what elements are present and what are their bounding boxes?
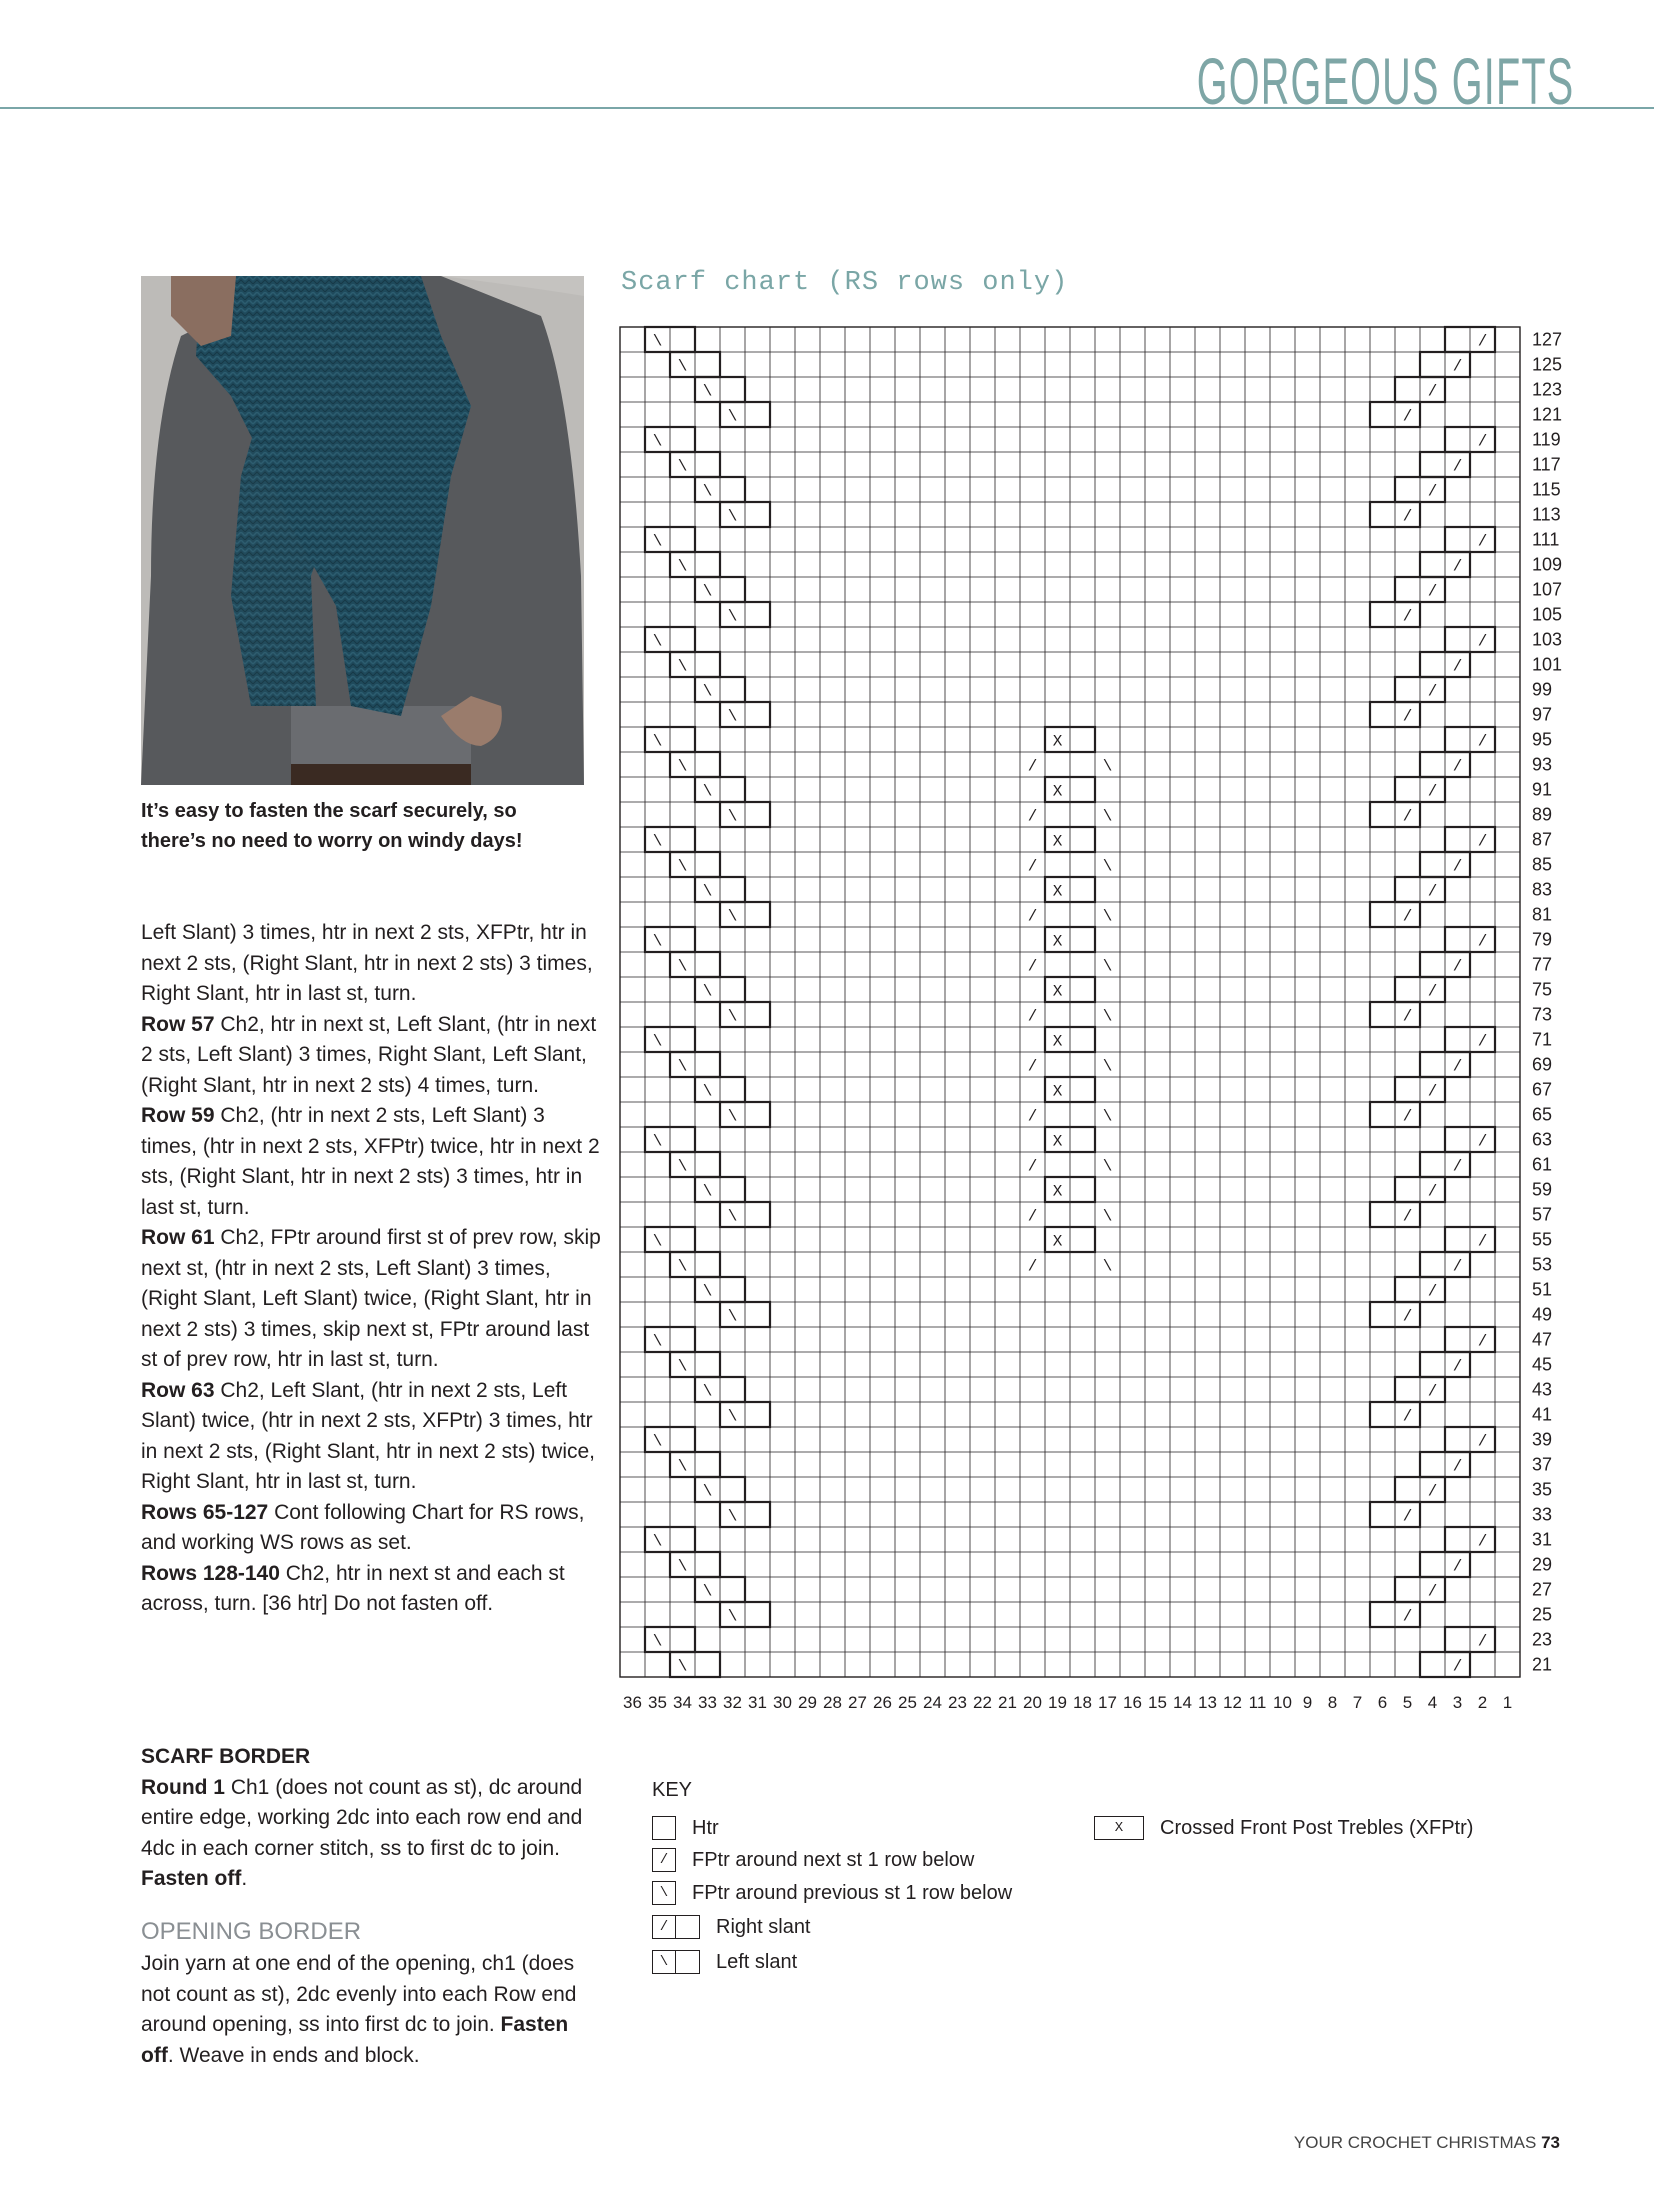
stitch-symbol: \ <box>677 1657 688 1676</box>
column-number-label: 10 <box>1273 1693 1292 1710</box>
row-number-label: 55 <box>1532 1229 1553 1250</box>
key-item-fptr-prev <box>652 1881 1012 1905</box>
stitch-symbol: / <box>1402 1007 1413 1026</box>
stitch-symbol: \ <box>677 1557 688 1576</box>
column-number-label: 36 <box>623 1693 642 1710</box>
row-number-label: 69 <box>1532 1054 1553 1075</box>
row-number-label: 91 <box>1532 779 1553 800</box>
stitch-symbol: \ <box>727 407 738 426</box>
stitch-symbol: \ <box>702 1182 713 1201</box>
stitch-symbol: \ <box>1102 807 1113 826</box>
stitch-symbol: \ <box>652 1032 663 1051</box>
stitch-symbol: X <box>1052 832 1063 851</box>
stitch-symbol: / <box>1402 1507 1413 1526</box>
stitch-symbol: / <box>1477 1332 1488 1351</box>
row-number-label: 59 <box>1532 1179 1553 1200</box>
row-text: Ch2, htr in next st, Left Slant, (htr in next 2 sts, Left Slant) 3 times, Right Slant, Left Slant, (Right Slant, htr in next 2 sts) 4 times, turn. <box>141 1012 597 1097</box>
column-number-label: 4 <box>1427 1693 1438 1710</box>
stitch-symbol: / <box>1477 832 1488 851</box>
key-text: Htr <box>692 1816 719 1839</box>
row-number-label: 57 <box>1532 1204 1553 1225</box>
stitch-symbol: \ <box>677 757 688 776</box>
stitch-symbol: / <box>1402 1207 1413 1226</box>
stitch-symbol: \ <box>727 707 738 726</box>
stitch-symbol: \ <box>702 882 713 901</box>
column-number-label: 21 <box>998 1693 1017 1710</box>
row-number-label: 25 <box>1532 1604 1553 1625</box>
page-footer <box>1294 2133 1560 2153</box>
column-number-label: 11 <box>1248 1693 1267 1710</box>
row-text: Ch2, htr in next st and each st across, turn. [36 htr] Do not fasten off. <box>141 1561 565 1615</box>
stitch-symbol: / <box>1452 357 1463 376</box>
row-number-label: 73 <box>1532 1004 1553 1025</box>
stitch-symbol: \ <box>727 1007 738 1026</box>
pattern-row <box>141 1223 601 1376</box>
stitch-symbol: / <box>1402 1107 1413 1126</box>
stitch-symbol: \ <box>702 1582 713 1601</box>
column-number-label: 32 <box>723 1693 742 1710</box>
stitch-symbol: \ <box>1102 1107 1113 1126</box>
stitch-symbol: / <box>1427 1482 1438 1501</box>
stitch-symbol: / <box>1027 757 1038 776</box>
row-number-label: 31 <box>1532 1529 1553 1550</box>
row-text: Ch2, Left Slant, (htr in next 2 sts, Left Slant) twice, (htr in next 2 sts, XFPtr) 3 times, htr in next 2 sts, (Right Slant, htr in next 2 sts) twice, Right Slant, htr in last st, turn. <box>141 1378 596 1493</box>
row-number-label: 77 <box>1532 954 1553 975</box>
stitch-symbol: \ <box>652 732 663 751</box>
column-number-label: 28 <box>823 1693 842 1710</box>
forward-slash-icon: / <box>652 1848 676 1872</box>
row-number-label: 63 <box>1532 1129 1553 1150</box>
stitch-symbol: \ <box>727 1107 738 1126</box>
key-text: Crossed Front Post Trebles (XFPtr) <box>1160 1816 1474 1839</box>
row-number-label: 99 <box>1532 679 1553 700</box>
stitch-symbol: / <box>1477 1432 1488 1451</box>
stitch-symbol: \ <box>652 532 663 551</box>
stitch-symbol: / <box>1452 1157 1463 1176</box>
column-number-label: 34 <box>673 1693 692 1710</box>
stitch-symbol: \ <box>727 1307 738 1326</box>
column-number-label: 29 <box>798 1693 817 1710</box>
row-number-label: 83 <box>1532 879 1553 900</box>
column-number-label: 14 <box>1173 1693 1192 1710</box>
stitch-symbol: / <box>1427 582 1438 601</box>
stitch-symbol: \ <box>727 1607 738 1626</box>
stitch-symbol: \ <box>652 1332 663 1351</box>
stitch-symbol: \ <box>727 807 738 826</box>
stitch-symbol: \ <box>1102 1257 1113 1276</box>
stitch-symbol: \ <box>652 1432 663 1451</box>
round-end: Fasten off <box>141 1867 242 1890</box>
column-number-label: 8 <box>1327 1693 1338 1710</box>
stitch-symbol: \ <box>727 1207 738 1226</box>
stitch-symbol: / <box>1477 732 1488 751</box>
row-number-label: 21 <box>1532 1654 1553 1675</box>
row-number-label: 41 <box>1532 1404 1553 1425</box>
key-item-fptr-next <box>652 1848 974 1872</box>
stitch-symbol: X <box>1052 982 1063 1001</box>
stitch-symbol: / <box>1427 1582 1438 1601</box>
stitch-symbol: / <box>1477 1532 1488 1551</box>
slant-pair-cell-icon <box>676 1915 700 1939</box>
stitch-symbol: / <box>1477 632 1488 651</box>
pattern-row <box>141 1101 601 1223</box>
row-number-label: 75 <box>1532 979 1553 1000</box>
column-number-label: 24 <box>923 1693 942 1710</box>
row-number-label: 109 <box>1532 554 1563 575</box>
column-number-label: 6 <box>1377 1693 1388 1710</box>
stitch-symbol: \ <box>702 582 713 601</box>
stitch-symbol: / <box>1452 757 1463 776</box>
stitch-symbol: / <box>1452 1657 1463 1676</box>
column-number-label: 27 <box>848 1693 867 1710</box>
stitch-symbol: \ <box>1102 907 1113 926</box>
stitch-symbol: \ <box>1102 1057 1113 1076</box>
stitch-symbol: \ <box>652 1632 663 1651</box>
stitch-symbol: / <box>1027 1107 1038 1126</box>
stitch-symbol: \ <box>677 557 688 576</box>
row-number-label: 61 <box>1532 1154 1553 1175</box>
row-number-label: 105 <box>1532 604 1563 625</box>
stitch-symbol: \ <box>652 332 663 351</box>
stitch-symbol: \ <box>677 1257 688 1276</box>
row-number-label: 113 <box>1532 504 1561 525</box>
stitch-symbol: / <box>1027 1157 1038 1176</box>
stitch-symbol: / <box>1027 957 1038 976</box>
stitch-symbol: / <box>1402 907 1413 926</box>
column-number-label: 9 <box>1302 1693 1313 1710</box>
stitch-symbol: / <box>1427 482 1438 501</box>
pattern-instructions <box>141 918 601 1620</box>
key-text: FPtr around previous st 1 row below <box>692 1881 1013 1904</box>
stitch-symbol: / <box>1402 607 1413 626</box>
border-instructions <box>141 1742 601 2071</box>
stitch-symbol: \ <box>652 1232 663 1251</box>
scarf-chart <box>600 310 1654 1710</box>
stitch-symbol: / <box>1452 657 1463 676</box>
pattern-intro: Left Slant) 3 times, htr in next 2 sts, XFPtr, htr in next 2 sts, (Right Slant, htr in next 2 sts) 3 times, Right Slant, htr in last st, turn. <box>141 921 593 1005</box>
row-number-label: 39 <box>1532 1429 1553 1450</box>
column-number-label: 22 <box>973 1693 992 1710</box>
stitch-symbol: / <box>1477 1032 1488 1051</box>
row-number-label: 125 <box>1532 354 1563 375</box>
stitch-symbol: / <box>1452 857 1463 876</box>
stitch-symbol: \ <box>677 657 688 676</box>
stitch-symbol: / <box>1027 1257 1038 1276</box>
column-number-label: 18 <box>1073 1693 1092 1710</box>
row-number-label: 79 <box>1532 929 1553 950</box>
stitch-symbol: / <box>1427 782 1438 801</box>
row-number-label: 95 <box>1532 729 1553 750</box>
row-number-label: 53 <box>1532 1254 1553 1275</box>
stitch-symbol: \ <box>677 1357 688 1376</box>
stitch-symbol: / <box>1477 332 1488 351</box>
row-number-label: 89 <box>1532 804 1553 825</box>
stitch-symbol: / <box>1402 807 1413 826</box>
slant-pair-cell-icon <box>676 1950 700 1974</box>
stitch-symbol: / <box>1452 557 1463 576</box>
stitch-symbol: / <box>1452 1257 1463 1276</box>
stitch-symbol: \ <box>652 932 663 951</box>
stitch-symbol: \ <box>1102 857 1113 876</box>
stitch-symbol: / <box>1452 957 1463 976</box>
column-number-label: 16 <box>1123 1693 1142 1710</box>
row-number-label: 65 <box>1532 1104 1553 1125</box>
row-label: Row 57 <box>141 1012 215 1036</box>
key-item-xfptr <box>1094 1816 1473 1840</box>
row-label: Rows 128-140 <box>141 1561 280 1585</box>
row-number-label: 29 <box>1532 1554 1553 1575</box>
column-number-label: 7 <box>1352 1693 1363 1710</box>
stitch-symbol: \ <box>727 1507 738 1526</box>
stitch-symbol: / <box>1402 407 1413 426</box>
stitch-symbol: \ <box>677 357 688 376</box>
row-number-label: 23 <box>1532 1629 1553 1650</box>
stitch-symbol: \ <box>1102 757 1113 776</box>
row-number-label: 43 <box>1532 1379 1553 1400</box>
row-number-label: 93 <box>1532 754 1553 775</box>
round-tail: . <box>241 1867 248 1890</box>
stitch-symbol: / <box>1477 532 1488 551</box>
round-text: Ch1 (does not count as st), dc around entire edge, working 2dc into each row end and 4dc in each corner stitch, ss to first dc to join. <box>141 1775 583 1860</box>
opening-end: Fasten off <box>141 2013 569 2067</box>
column-number-label: 30 <box>773 1693 792 1710</box>
left-slant-icon: \ <box>652 1950 676 1974</box>
column-number-label: 12 <box>1223 1693 1242 1710</box>
column-number-label: 19 <box>1048 1693 1067 1710</box>
row-number-label: 33 <box>1532 1504 1553 1525</box>
cross-icon: X <box>1094 1816 1144 1840</box>
pattern-row <box>141 1376 601 1498</box>
stitch-symbol: \ <box>1102 1157 1113 1176</box>
stitch-symbol: \ <box>677 1057 688 1076</box>
row-text: Cont following Chart for RS rows, and working WS rows as set. <box>141 1500 585 1554</box>
stitch-symbol: / <box>1427 682 1438 701</box>
stitch-symbol: / <box>1452 457 1463 476</box>
stitch-symbol: \ <box>702 382 713 401</box>
row-number-label: 115 <box>1532 479 1561 500</box>
row-number-label: 27 <box>1532 1579 1553 1600</box>
row-number-label: 107 <box>1532 579 1563 600</box>
row-number-label: 85 <box>1532 854 1553 875</box>
column-number-label: 17 <box>1098 1693 1117 1710</box>
column-number-label: 35 <box>648 1693 667 1710</box>
stitch-symbol: X <box>1052 1032 1063 1051</box>
stitch-symbol: / <box>1402 1607 1413 1626</box>
column-number-label: 26 <box>873 1693 892 1710</box>
stitch-symbol: / <box>1427 882 1438 901</box>
column-number-label: 20 <box>1023 1693 1042 1710</box>
row-number-label: 49 <box>1532 1304 1553 1325</box>
row-number-label: 123 <box>1532 379 1563 400</box>
stitch-symbol: X <box>1052 732 1063 751</box>
stitch-symbol: \ <box>702 1282 713 1301</box>
stitch-symbol: \ <box>1102 957 1113 976</box>
stitch-symbol: X <box>1052 1182 1063 1201</box>
stitch-symbol: \ <box>702 782 713 801</box>
column-number-label: 25 <box>898 1693 917 1710</box>
stitch-symbol: \ <box>702 482 713 501</box>
stitch-symbol: / <box>1427 382 1438 401</box>
key-text: FPtr around next st 1 row below <box>692 1848 975 1871</box>
stitch-symbol: / <box>1027 907 1038 926</box>
stitch-symbol: X <box>1052 1232 1063 1251</box>
stitch-symbol: X <box>1052 782 1063 801</box>
scarf-photo <box>141 276 584 785</box>
page-number: 73 <box>1541 2133 1560 2152</box>
column-number-label: 31 <box>748 1693 767 1710</box>
empty-cell-icon <box>652 1816 676 1840</box>
row-text: Ch2, (htr in next 2 sts, Left Slant) 3 times, (htr in next 2 sts, XFPtr) twice, htr in next 2 sts, (Right Slant, htr in next 2 sts) 3 times, htr in last st, turn. <box>141 1104 600 1219</box>
row-number-label: 71 <box>1532 1029 1553 1050</box>
stitch-symbol: \ <box>727 607 738 626</box>
key-text: Left slant <box>716 1950 798 1973</box>
chart-title: Scarf chart (RS rows only) <box>621 268 1069 298</box>
key-item-left-slant <box>652 1950 797 1974</box>
row-number-label: 35 <box>1532 1479 1553 1500</box>
column-number-label: 33 <box>698 1693 717 1710</box>
stitch-symbol: / <box>1427 982 1438 1001</box>
row-number-label: 121 <box>1532 404 1563 425</box>
stitch-symbol: \ <box>702 1082 713 1101</box>
back-slash-icon: \ <box>652 1881 676 1905</box>
stitch-symbol: / <box>1477 932 1488 951</box>
row-label: Row 61 <box>141 1226 215 1249</box>
stitch-symbol: \ <box>1102 1207 1113 1226</box>
stitch-symbol: / <box>1402 1307 1413 1326</box>
column-number-label: 5 <box>1402 1693 1413 1710</box>
stitch-symbol: X <box>1052 1132 1063 1151</box>
stitch-symbol: / <box>1027 1007 1038 1026</box>
key-item-htr <box>652 1816 719 1840</box>
stitch-symbol: / <box>1027 1057 1038 1076</box>
column-number-label: 13 <box>1198 1693 1217 1710</box>
row-number-label: 111 <box>1532 529 1560 550</box>
stitch-symbol: / <box>1027 807 1038 826</box>
stitch-symbol: \ <box>727 1407 738 1426</box>
pattern-row <box>141 1559 601 1620</box>
opening-tail: . Weave in ends and block. <box>167 2043 420 2067</box>
stitch-symbol: X <box>1052 1082 1063 1101</box>
stitch-symbol: \ <box>677 857 688 876</box>
column-number-label: 3 <box>1452 1693 1463 1710</box>
row-number-label: 37 <box>1532 1454 1553 1475</box>
stitch-symbol: \ <box>677 1457 688 1476</box>
stitch-symbol: \ <box>727 507 738 526</box>
stitch-symbol: \ <box>652 1132 663 1151</box>
stitch-symbol: \ <box>727 907 738 926</box>
row-label: Row 59 <box>141 1104 215 1127</box>
row-number-label: 119 <box>1532 429 1561 450</box>
row-text: Ch2, FPtr around first st of prev row, skip next st, (htr in next 2 sts, Left Slant) 3 times, (Right Slant, Left Slant) twice, (Right Slant, htr in next 2 sts) 3 times, skip next st, FPtr around last st of prev row, htr in last st, turn. <box>141 1226 601 1371</box>
scarf-border-text <box>141 1773 601 1895</box>
stitch-symbol: X <box>1052 882 1063 901</box>
right-slant-icon: / <box>652 1915 676 1939</box>
scarf-border-heading: SCARF BORDER <box>141 1745 311 1768</box>
stitch-symbol: / <box>1027 857 1038 876</box>
stitch-symbol: \ <box>677 957 688 976</box>
stitch-symbol: / <box>1477 432 1488 451</box>
stitch-symbol: / <box>1477 1132 1488 1151</box>
pattern-row <box>141 1498 601 1559</box>
stitch-symbol: / <box>1427 1182 1438 1201</box>
photo-caption: It’s easy to fasten the scarf securely, so there’s no need to worry on windy days! <box>141 800 523 852</box>
stitch-symbol: / <box>1452 1557 1463 1576</box>
stitch-symbol: \ <box>652 832 663 851</box>
row-number-label: 127 <box>1532 329 1563 350</box>
column-number-label: 1 <box>1502 1693 1513 1710</box>
stitch-symbol: \ <box>652 632 663 651</box>
row-number-label: 45 <box>1532 1354 1553 1375</box>
round-label: Round 1 <box>141 1775 225 1799</box>
section-title: GORGEOUS GIFTS <box>1196 44 1574 118</box>
row-number-label: 87 <box>1532 829 1553 850</box>
column-number-label: 23 <box>948 1693 967 1710</box>
stitch-symbol: / <box>1452 1357 1463 1376</box>
stitch-symbol: / <box>1402 707 1413 726</box>
stitch-symbol: \ <box>702 982 713 1001</box>
stitch-symbol: \ <box>652 1532 663 1551</box>
stitch-symbol: \ <box>652 432 663 451</box>
row-label: Rows 65-127 <box>141 1500 269 1524</box>
row-number-label: 101 <box>1532 654 1563 675</box>
stitch-symbol: / <box>1477 1232 1488 1251</box>
stitch-symbol: / <box>1027 1207 1038 1226</box>
row-number-label: 47 <box>1532 1329 1553 1350</box>
stitch-symbol: / <box>1402 1407 1413 1426</box>
stitch-symbol: \ <box>677 1157 688 1176</box>
opening-border-heading: OPENING BORDER <box>141 1917 362 1945</box>
key-text: Right slant <box>716 1915 811 1938</box>
opening-text: Join yarn at one end of the opening, ch1 (does not count as st), 2dc evenly into each Row end around opening, ss into first dc to join. <box>141 1952 577 2036</box>
row-number-label: 103 <box>1532 629 1563 650</box>
magazine-name: YOUR CROCHET CHRISTMAS <box>1293 2133 1537 2152</box>
stitch-symbol: \ <box>702 682 713 701</box>
stitch-symbol: X <box>1052 932 1063 951</box>
stitch-symbol: \ <box>1102 1007 1113 1026</box>
stitch-symbol: \ <box>677 457 688 476</box>
row-number-label: 117 <box>1532 454 1561 475</box>
key-item-right-slant <box>652 1915 811 1939</box>
stitch-symbol: / <box>1427 1082 1438 1101</box>
row-number-label: 67 <box>1532 1079 1553 1100</box>
row-label: Row 63 <box>141 1378 215 1402</box>
row-number-label: 51 <box>1532 1279 1553 1300</box>
stitch-symbol: / <box>1427 1382 1438 1401</box>
stitch-symbol: / <box>1477 1632 1488 1651</box>
column-number-label: 2 <box>1477 1693 1488 1710</box>
stitch-symbol: / <box>1402 507 1413 526</box>
opening-border-text <box>141 1949 601 2071</box>
column-number-label: 15 <box>1148 1693 1167 1710</box>
row-number-label: 81 <box>1532 904 1553 925</box>
stitch-symbol: \ <box>702 1482 713 1501</box>
stitch-symbol: / <box>1452 1457 1463 1476</box>
row-number-label: 97 <box>1532 704 1553 725</box>
stitch-symbol: / <box>1452 1057 1463 1076</box>
stitch-symbol: \ <box>702 1382 713 1401</box>
pattern-row <box>141 1010 601 1102</box>
key-heading: KEY <box>652 1779 693 1801</box>
stitch-symbol: / <box>1427 1282 1438 1301</box>
